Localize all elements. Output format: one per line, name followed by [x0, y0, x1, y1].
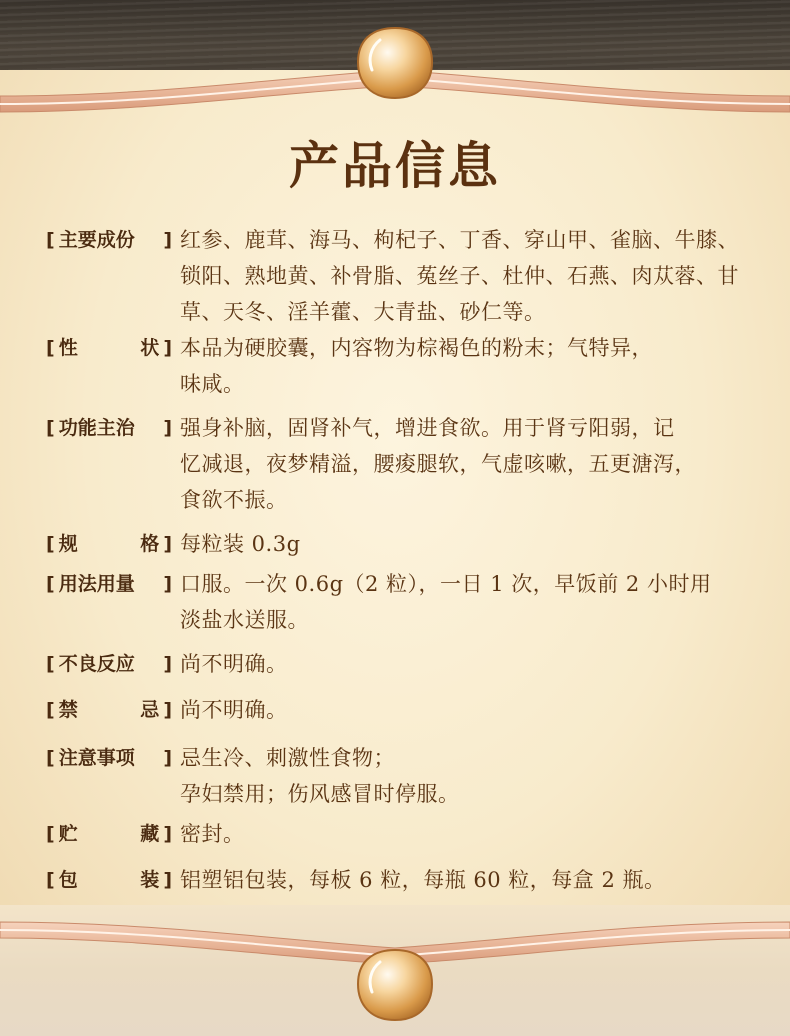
- content-line: 密封。: [180, 822, 245, 846]
- content-line: 忌生冷、刺激性食物；: [180, 746, 395, 770]
- content-line: 味咸。: [180, 372, 245, 396]
- row-label: [46, 692, 172, 728]
- row-label: [46, 222, 172, 258]
- row-content: [180, 330, 740, 402]
- bracket-close: ]: [163, 229, 172, 251]
- bracket-close: ]: [163, 337, 172, 359]
- label-text: 功能主治: [58, 417, 135, 439]
- label-text: 忌: [140, 699, 160, 721]
- row-content: [180, 222, 740, 330]
- bottom-gem-ornament: [358, 950, 432, 1020]
- row-label: [46, 566, 172, 602]
- bracket-close: ]: [163, 699, 172, 721]
- bracket-open: [: [46, 747, 55, 769]
- row-content: [180, 816, 740, 852]
- bracket-close: ]: [163, 573, 172, 595]
- content-line: 食欲不振。: [180, 488, 288, 512]
- row-content: [180, 526, 740, 562]
- label-text: 用法用量: [58, 573, 135, 595]
- content-line: 每粒装 0.3g: [180, 532, 301, 556]
- row-content: [180, 740, 740, 812]
- bracket-open: [: [46, 823, 55, 845]
- bracket-open: [: [46, 533, 55, 555]
- label-text: 禁: [58, 699, 78, 721]
- label-text: 性: [58, 337, 78, 359]
- row-label: [46, 740, 172, 776]
- bracket-open: [: [46, 573, 55, 595]
- content-line: 尚不明确。: [180, 652, 288, 676]
- label-text: 主要成份: [58, 229, 135, 251]
- content-line: 淡盐水送服。: [180, 608, 309, 632]
- row-label: [46, 646, 172, 682]
- bracket-close: ]: [163, 533, 172, 555]
- bracket-open: [: [46, 337, 55, 359]
- label-text: 格: [140, 533, 160, 555]
- row-label: [46, 410, 172, 446]
- top-gem-ornament: [358, 28, 432, 98]
- row-content: [180, 692, 740, 728]
- bracket-open: [: [46, 229, 55, 251]
- content-line: 草、天冬、淫羊藿、大青盐、砂仁等。: [180, 300, 546, 324]
- row-label: [46, 526, 172, 562]
- row-label: [46, 816, 172, 852]
- row-label: [46, 330, 172, 366]
- bracket-open: [: [46, 653, 55, 675]
- content-line: 铝塑铝包装，每板 6 粒，每瓶 60 粒，每盒 2 瓶。: [180, 868, 666, 892]
- label-text: 不良反应: [58, 653, 135, 675]
- row-content: [180, 566, 740, 638]
- row-label: [46, 862, 172, 898]
- content-line: 锁阳、熟地黄、补骨脂、菟丝子、杜仲、石燕、肉苁蓉、甘: [180, 264, 739, 288]
- label-text: 装: [140, 869, 160, 891]
- content-line: 本品为硬胶囊，内容物为棕褐色的粉末；气特异，: [180, 336, 653, 360]
- bracket-close: ]: [163, 417, 172, 439]
- label-text: 藏: [140, 823, 160, 845]
- label-text: 规: [58, 533, 78, 555]
- content-line: 红参、鹿茸、海马、枸杞子、丁香、穿山甲、雀脑、牛膝、: [180, 228, 739, 252]
- label-text: 包: [58, 869, 78, 891]
- bracket-open: [: [46, 869, 55, 891]
- bracket-open: [: [46, 417, 55, 439]
- bracket-open: [: [46, 699, 55, 721]
- row-content: [180, 862, 740, 898]
- content-line: 强身补脑，固肾补气，增进食欲。用于肾亏阳弱，记: [180, 416, 675, 440]
- row-content: [180, 410, 740, 518]
- bracket-close: ]: [163, 747, 172, 769]
- row-content: [180, 646, 740, 682]
- label-text: 贮: [58, 823, 78, 845]
- content-line: 忆减退，夜梦精溢，腰痠腿软，气虚咳嗽，五更溏泻，: [180, 452, 696, 476]
- page-title: 产品信息: [289, 136, 501, 195]
- content-line: 孕妇禁用；伤风感冒时停服。: [180, 782, 460, 806]
- bracket-close: ]: [163, 823, 172, 845]
- bracket-close: ]: [163, 869, 172, 891]
- bracket-close: ]: [163, 653, 172, 675]
- content-line: 尚不明确。: [180, 698, 288, 722]
- label-text: 状: [140, 337, 160, 359]
- label-text: 注意事项: [58, 747, 135, 769]
- content-line: 口服。一次 0.6g（2 粒），一日 1 次，早饭前 2 小时用: [180, 572, 712, 596]
